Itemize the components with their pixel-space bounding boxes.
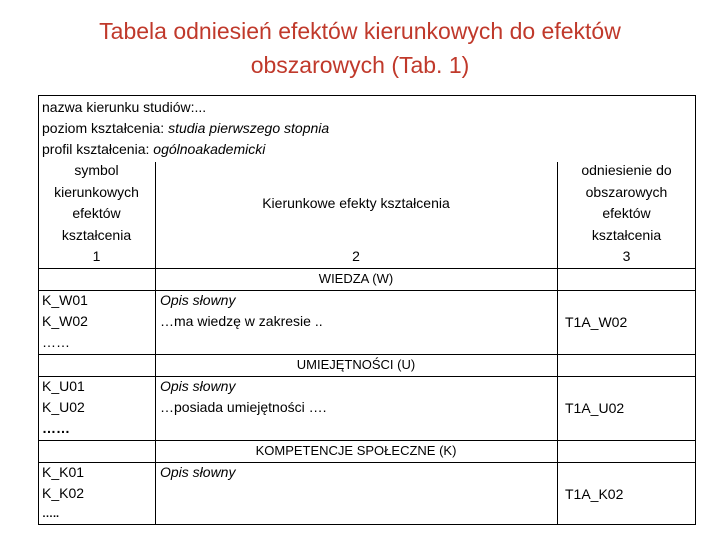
column-3-line-4: kształcenia [591,226,662,243]
reference-t1a-k02: T1A_K02 [565,486,624,502]
section-heading-wiedza: WIEDZA (W) [318,271,394,286]
column-3-line-1: odniesienie do [581,162,672,178]
umiejetnosci-divider [38,376,696,377]
symbol-k-w01: K_W01 [42,292,88,308]
description-text: Opis słowny [160,464,236,480]
column-header-reference [557,160,696,268]
program-name-label: nazwa kierunku studiów:... [42,99,207,115]
column-1-line-1: symbol [74,162,119,178]
symbol-k-u01: K_U01 [42,378,85,394]
title-line-1: Tabela odniesień efektów kierunkowych do efektów [99,18,621,44]
symbol-ellipsis: …… [42,334,70,350]
symbol-k-u02: K_U02 [42,399,85,415]
study-profile-label: profil kształcenia: [42,141,154,157]
section-heading-kompetencje: KOMPETENCJE SPOŁECZNE (K) [255,443,457,458]
column-header-effects [155,193,557,215]
study-profile [42,139,265,159]
description-text: …ma wiedzę w zakresie .. [160,313,323,329]
column-1-line-3: efektów [72,205,121,222]
slide-title [0,14,720,82]
column-2-number: 2 [352,248,360,264]
symbol-ellipsis: ….. [42,508,60,520]
study-profile-value: ogólnoakademicki [153,141,266,157]
title-line-2: obszarowych (Tab. 1) [250,52,470,78]
program-name [42,97,206,117]
study-level-label: poziom kształcenia: [42,120,169,136]
study-level-value: studia pierwszego stopnia [168,120,330,136]
description-text: …posiada umiejętności …. [160,399,327,415]
column-3-line-2: obszarowych [585,183,668,200]
column-3-number: 3 [622,248,631,265]
symbol-k-w02: K_W02 [42,313,88,329]
reference-t1a-u02: T1A_U02 [565,400,625,416]
section-heading-umiejetnosci: UMIEJĘTNOŚCI (U) [296,357,416,372]
symbol-k-k02: K_K02 [42,485,85,501]
symbol-ellipsis: …… [42,420,70,436]
description-text: Opis słowny [160,378,236,394]
column-2-line-1: Kierunkowe efekty kształcenia [262,195,450,211]
reference-t1a-w02: T1A_W02 [565,314,628,330]
kompetencje-divider [38,462,696,463]
column-1-line-4: kształcenia [61,226,132,243]
column-1-number: 1 [92,248,101,265]
column-3-line-3: efektów [602,205,651,222]
description-text: Opis słowny [160,292,236,308]
wiedza-divider [38,290,696,291]
column-header-symbol [38,160,155,268]
study-level [42,118,329,138]
symbol-k-k01: K_K01 [42,464,85,480]
column-divider-1 [155,162,156,525]
column-1-line-2: kierunkowych [54,183,139,200]
